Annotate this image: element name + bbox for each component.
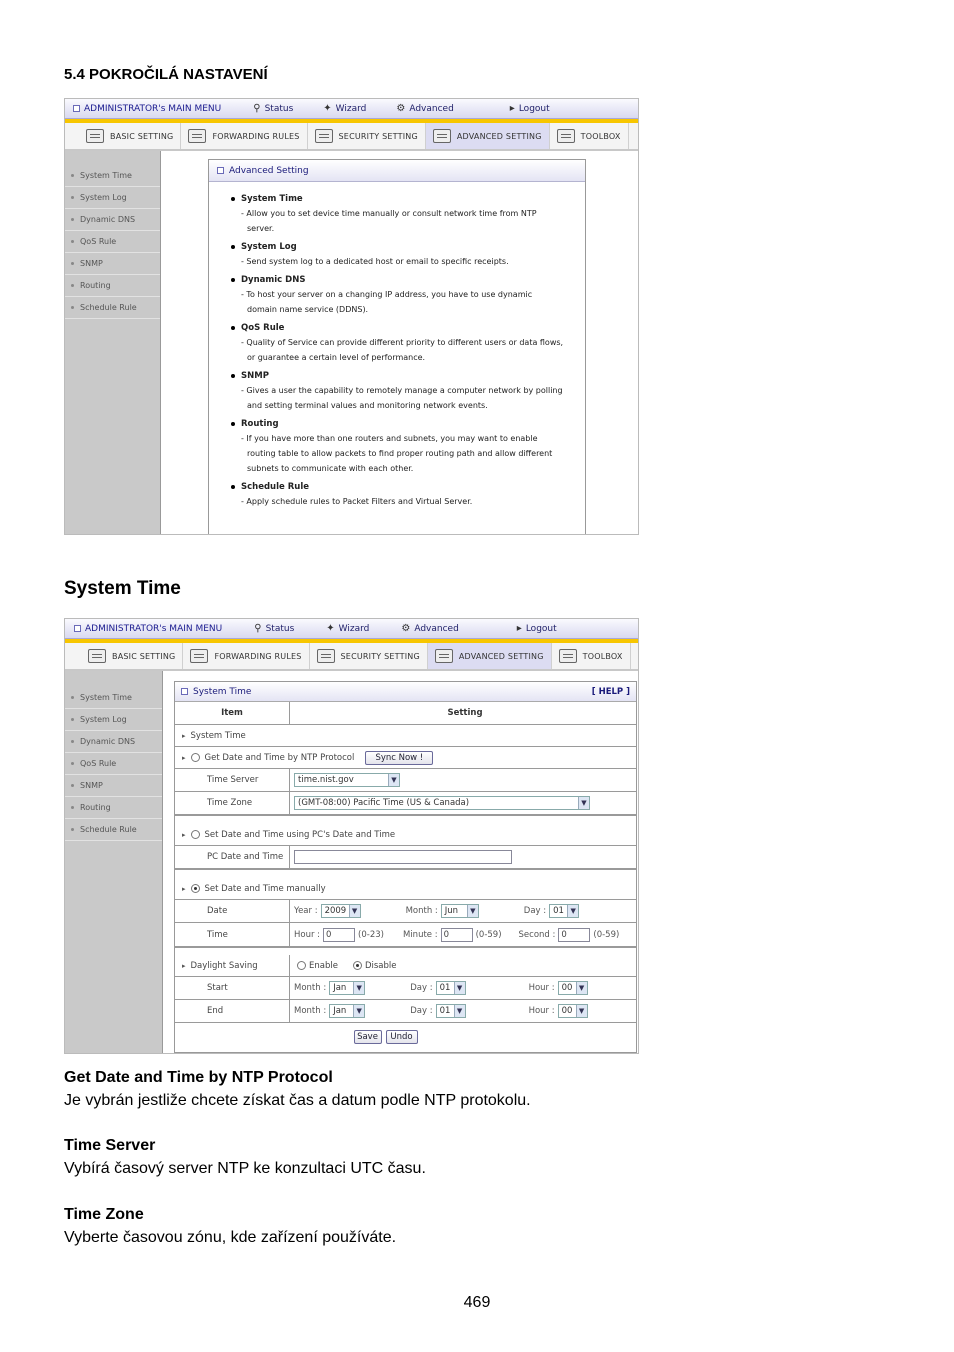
logout-label: Logout — [525, 623, 557, 634]
sidebar-item-label: Dynamic DNS — [80, 215, 136, 224]
section-heading: 5.4 POKROČILÁ NASTAVENÍ — [64, 66, 268, 83]
status-icon: ⚲ — [254, 623, 262, 634]
feature-item — [231, 371, 575, 413]
time-label: Time — [175, 923, 290, 946]
start-day-select[interactable] — [436, 981, 466, 995]
sidebar-item-snmp[interactable] — [65, 253, 160, 275]
wizard-icon: ✦ — [323, 103, 332, 114]
tab-security-setting[interactable] — [308, 123, 426, 149]
panel-header — [209, 160, 585, 182]
feature-item — [231, 323, 575, 365]
feature-description-line: subnets to communicate with each other. — [247, 464, 414, 473]
wizard-link[interactable] — [323, 103, 366, 114]
bullet-icon — [71, 806, 74, 809]
advanced-setting-panel — [208, 159, 586, 535]
table-header-row — [175, 702, 636, 725]
sidebar-item-snmp[interactable] — [65, 775, 162, 797]
feature-description-line: routing table to allow packets to find proper routing path and allow different — [247, 449, 553, 458]
advanced-setting-icon — [433, 129, 451, 143]
pc-time-radio[interactable] — [191, 830, 200, 839]
menu-square-icon — [74, 625, 81, 632]
manual-time-radio[interactable] — [191, 884, 200, 893]
feature-name: SNMP — [231, 371, 575, 381]
sidebar-item-label: SNMP — [80, 781, 103, 790]
second-input[interactable]: 0 — [558, 928, 590, 942]
logout-link[interactable] — [510, 103, 550, 114]
logout-arrow-icon: ▸ — [516, 623, 522, 634]
advanced-setting-icon — [435, 649, 453, 663]
chevron-down-icon: ▼ — [454, 1005, 465, 1017]
dst-disable-radio[interactable] — [353, 961, 362, 970]
item-column-header: Item — [175, 702, 290, 724]
logout-label: Logout — [518, 103, 550, 114]
advanced-label: Advanced — [409, 103, 454, 114]
advanced-feature-list — [231, 194, 575, 515]
arrow-right-icon: ▸ — [182, 830, 186, 839]
wizard-link[interactable] — [326, 623, 369, 634]
top-menu-bar — [65, 619, 638, 639]
dst-start-label: Start — [175, 977, 290, 999]
admin-main-menu-link[interactable] — [73, 104, 221, 114]
time-zone-label: Time Zone — [175, 792, 290, 814]
daylight-saving-label: Daylight Saving — [190, 960, 258, 971]
end-day-value: 01 — [439, 1006, 451, 1016]
bullet-icon — [71, 696, 74, 699]
feature-description — [231, 206, 575, 236]
ntp-option-cell — [175, 751, 636, 765]
description-ntp — [64, 1066, 531, 1112]
chevron-down-icon: ▼ — [576, 982, 587, 994]
admin-label: ADMINISTRATOR's MAIN MENU — [84, 103, 222, 114]
chevron-down-icon: ▼ — [353, 982, 364, 994]
hour-range: (0-23) — [358, 929, 384, 940]
status-icon: ⚲ — [253, 103, 261, 114]
tab-security-setting[interactable] — [310, 643, 428, 669]
feature-name: System Time — [231, 194, 575, 204]
feature-name: Schedule Rule — [231, 482, 575, 492]
forwarding-rules-icon — [190, 649, 208, 663]
arrow-right-icon: ▸ — [182, 731, 186, 740]
sidebar-item-label: System Log — [80, 715, 127, 724]
chevron-down-icon: ▼ — [353, 1005, 364, 1017]
month-select[interactable] — [441, 904, 479, 918]
tab-forwarding-rules[interactable] — [181, 123, 307, 149]
dst-start-row — [175, 977, 636, 1000]
top-menu-bar — [65, 99, 638, 119]
admin-main-menu-link[interactable] — [74, 624, 222, 634]
sidebar-item-routing[interactable] — [65, 275, 160, 297]
panel-square-icon — [217, 167, 224, 174]
tab-basic-setting[interactable] — [81, 643, 183, 669]
description-title: Time Server — [64, 1137, 156, 1154]
feature-description — [231, 383, 575, 413]
feature-description-line: server. — [247, 224, 275, 233]
advanced-setting-screenshot — [64, 98, 639, 535]
tab-bar-accent-stripe — [65, 639, 638, 643]
date-row — [175, 900, 636, 923]
time-server-value: time.nist.gov — [298, 775, 354, 785]
system-time-label-cell — [175, 731, 636, 741]
sidebar-item-system-time[interactable] — [65, 687, 162, 709]
feature-item — [231, 419, 575, 476]
advanced-link[interactable] — [396, 103, 453, 114]
bullet-icon — [71, 262, 74, 265]
feature-description — [231, 287, 575, 317]
description-text: Vybírá časový server NTP ke konzultaci UTC času. — [64, 1160, 426, 1177]
description-time-zone — [64, 1203, 396, 1249]
time-zone-value: (GMT-08:00) Pacific Time (US & Canada) — [298, 798, 470, 808]
sidebar-item-label: System Time — [80, 171, 132, 180]
arrow-right-icon: ▸ — [182, 961, 186, 970]
description-time-server — [64, 1134, 426, 1180]
daylight-saving-cell — [175, 955, 290, 976]
ntp-option-row — [175, 747, 636, 769]
pc-option-cell — [175, 830, 636, 840]
sidebar-item-label: Schedule Rule — [80, 825, 137, 834]
month-value: Jun — [444, 906, 459, 916]
manual-option-label: Set Date and Time manually — [204, 883, 326, 894]
description-text: Vyberte časovou zónu, kde zařízení používáte. — [64, 1229, 397, 1246]
minute-range: (0-59) — [475, 929, 502, 940]
minute-label: Minute : — [402, 929, 438, 940]
tab-toolbox[interactable] — [552, 643, 631, 669]
dst-enable-label: Enable — [309, 960, 338, 971]
year-label: Year : — [294, 906, 318, 916]
end-hour-value: 00 — [561, 1006, 573, 1016]
dst-disable-label: Disable — [364, 960, 397, 971]
bullet-icon — [71, 762, 74, 765]
bullet-icon — [71, 784, 74, 787]
feature-name: QoS Rule — [231, 323, 575, 333]
feature-description — [231, 335, 575, 365]
basic-setting-icon — [86, 129, 104, 143]
undo-button[interactable]: Undo — [386, 1030, 418, 1044]
feature-description-line: - If you have more than one routers and subnets, you may want to enable — [241, 434, 538, 443]
start-day-label: Day : — [410, 983, 433, 993]
start-hour-value: 00 — [561, 983, 573, 993]
system-time-screenshot — [64, 618, 639, 1054]
tab-label: FORWARDING RULES — [214, 651, 302, 661]
status-label: Status — [265, 623, 295, 634]
end-day-select[interactable] — [436, 1004, 466, 1018]
time-server-row — [175, 769, 636, 792]
tab-toolbox[interactable] — [550, 123, 629, 149]
time-zone-row — [175, 792, 636, 816]
day-label: Day : — [523, 906, 547, 916]
tab-advanced-setting[interactable] — [426, 123, 550, 149]
sidebar — [65, 671, 163, 1053]
bullet-icon — [71, 284, 74, 287]
day-value: 01 — [553, 906, 564, 916]
feature-item — [231, 275, 575, 317]
dst-end-row — [175, 1000, 636, 1023]
bullet-icon — [71, 306, 74, 309]
basic-setting-icon — [88, 649, 106, 663]
minute-input[interactable]: 0 — [441, 928, 473, 942]
wizard-label: Wizard — [338, 623, 370, 634]
start-month-select[interactable] — [329, 981, 365, 995]
sidebar-item-label: SNMP — [80, 259, 103, 268]
ntp-radio[interactable] — [191, 753, 200, 762]
end-hour-label: Hour : — [528, 1006, 555, 1016]
arrow-right-icon: ▸ — [182, 884, 186, 893]
security-setting-icon — [317, 649, 335, 663]
feature-name: Routing — [231, 419, 575, 429]
save-button[interactable]: Save — [354, 1030, 382, 1044]
sidebar-item-label: QoS Rule — [80, 759, 117, 768]
menu-square-icon — [73, 105, 80, 112]
feature-description — [231, 254, 575, 269]
toolbox-icon — [557, 129, 575, 143]
tab-label: TOOLBOX — [580, 131, 621, 141]
form-buttons — [175, 1023, 636, 1044]
sidebar-item-schedule-rule[interactable] — [65, 297, 160, 319]
bullet-icon — [71, 196, 74, 199]
admin-label: ADMINISTRATOR's MAIN MENU — [85, 623, 223, 634]
manual-option-row — [175, 878, 636, 900]
system-time-panel — [174, 681, 637, 1053]
tab-advanced-setting[interactable] — [428, 643, 552, 669]
start-day-value: 01 — [439, 983, 451, 993]
start-hour-select[interactable] — [558, 981, 588, 995]
toolbox-icon — [559, 649, 577, 663]
tab-label: ADVANCED SETTING — [458, 651, 544, 661]
chevron-down-icon: ▼ — [576, 1005, 587, 1017]
dst-enable-radio[interactable] — [297, 961, 306, 970]
system-time-heading: System Time — [64, 578, 181, 599]
feature-name: System Log — [231, 242, 575, 252]
setting-column-header: Setting — [447, 708, 483, 718]
second-label: Second : — [518, 929, 556, 940]
feature-description-line: - To host your server on a changing IP address, you have to use dynamic — [241, 290, 533, 299]
feature-description-line: - Apply schedule rules to Packet Filters and Virtual Server. — [241, 497, 473, 506]
feature-description-line: - Quality of Service can provide different priority to different users or data flows, — [241, 338, 564, 347]
year-select[interactable] — [321, 904, 361, 918]
feature-description — [231, 431, 575, 476]
advanced-link[interactable] — [401, 623, 458, 634]
status-link[interactable] — [254, 623, 294, 634]
hour-input[interactable]: 0 — [323, 928, 355, 942]
system-time-label: System Time — [190, 730, 246, 741]
sidebar-item-label: Schedule Rule — [80, 303, 137, 312]
feature-name: Dynamic DNS — [231, 275, 575, 285]
sync-now-button[interactable]: Sync Now ! — [365, 751, 433, 765]
daylight-saving-row — [175, 955, 636, 977]
feature-description-line: - Send system log to a dedicated host or email to specific receipts. — [241, 257, 509, 266]
tab-label: BASIC SETTING — [112, 651, 176, 661]
bullet-icon — [71, 740, 74, 743]
panel-header — [175, 682, 636, 702]
manual-option-cell — [175, 884, 636, 894]
wizard-icon: ✦ — [326, 623, 335, 634]
arrow-right-icon: ▸ — [182, 753, 186, 762]
feature-item — [231, 482, 575, 509]
tab-label: SECURITY SETTING — [338, 131, 418, 141]
panel-square-icon — [181, 688, 188, 695]
day-select[interactable] — [549, 904, 579, 918]
description-title: Get Date and Time by NTP Protocol — [64, 1069, 333, 1086]
status-label: Status — [264, 103, 294, 114]
sidebar-item-dynamic-dns[interactable] — [65, 731, 162, 753]
feature-description-line: - Gives a user the capability to remotely manage a computer network by polling — [241, 386, 563, 395]
tab-bar-accent-stripe — [65, 119, 638, 123]
main-tab-bar — [65, 639, 638, 671]
feature-item — [231, 242, 575, 269]
sidebar-item-qos-rule[interactable] — [65, 753, 162, 775]
year-value: 2009 — [324, 906, 347, 916]
sidebar-item-system-log[interactable] — [65, 709, 162, 731]
feature-description-line: or guarantee a certain level of performance. — [247, 353, 426, 362]
bullet-icon — [71, 174, 74, 177]
panel-title: System Time — [193, 686, 252, 697]
page-number: 469 — [463, 1294, 491, 1311]
dst-end-label: End — [175, 1000, 290, 1022]
bullet-icon — [71, 240, 74, 243]
description-title: Time Zone — [64, 1206, 144, 1223]
feature-description — [231, 494, 575, 509]
chevron-down-icon: ▼ — [467, 905, 478, 917]
chevron-down-icon: ▼ — [567, 905, 578, 917]
sidebar-item-schedule-rule[interactable] — [65, 819, 162, 841]
start-month-value: Jan — [333, 983, 347, 993]
feature-description-line: and setting terminal values and monitoring network events. — [247, 401, 488, 410]
time-zone-select[interactable] — [294, 796, 590, 810]
hour-label: Hour : — [294, 929, 321, 940]
sidebar-item-dynamic-dns[interactable] — [65, 209, 160, 231]
month-label: Month : — [405, 906, 438, 916]
tab-forwarding-rules[interactable] — [183, 643, 309, 669]
pc-option-row — [175, 824, 636, 846]
tab-label: TOOLBOX — [582, 651, 623, 661]
status-link[interactable] — [253, 103, 293, 114]
chevron-down-icon: ▼ — [578, 797, 589, 809]
pc-date-label: PC Date and Time — [175, 846, 290, 868]
wizard-label: Wizard — [335, 103, 367, 114]
tab-label: ADVANCED SETTING — [456, 131, 542, 141]
time-server-select[interactable] — [294, 773, 400, 787]
security-setting-icon — [315, 129, 333, 143]
advanced-icon: ⚙ — [396, 103, 406, 114]
sidebar-item-label: Routing — [80, 803, 111, 812]
bullet-icon — [71, 218, 74, 221]
pc-date-field — [294, 850, 512, 864]
time-row — [175, 923, 636, 948]
sidebar-item-label: QoS Rule — [80, 237, 117, 246]
tab-label: BASIC SETTING — [110, 131, 174, 141]
advanced-label: Advanced — [414, 623, 459, 634]
sidebar — [65, 151, 161, 534]
second-range: (0-59) — [593, 929, 620, 940]
chevron-down-icon: ▼ — [388, 774, 399, 786]
forwarding-rules-icon — [188, 129, 206, 143]
system-time-row — [175, 725, 636, 747]
end-hour-select[interactable] — [558, 1004, 588, 1018]
start-hour-label: Hour : — [528, 983, 555, 993]
sidebar-item-system-log[interactable] — [65, 187, 160, 209]
start-month-label: Month : — [294, 983, 327, 993]
description-text: Je vybrán jestliže chcete získat čas a datum podle NTP protokolu. — [64, 1092, 531, 1109]
ntp-option-label: Get Date and Time by NTP Protocol — [204, 752, 355, 763]
sidebar-item-system-time[interactable] — [65, 165, 160, 187]
pc-option-label: Set Date and Time using PC's Date and Time — [204, 829, 396, 840]
advanced-icon: ⚙ — [401, 623, 411, 634]
sidebar-item-label: System Time — [80, 693, 132, 702]
feature-item — [231, 194, 575, 236]
chevron-down-icon: ▼ — [454, 982, 465, 994]
sidebar-item-qos-rule[interactable] — [65, 231, 160, 253]
time-server-label: Time Server — [175, 769, 290, 791]
bullet-icon — [71, 828, 74, 831]
tab-label: SECURITY SETTING — [340, 651, 420, 661]
sidebar-item-routing[interactable] — [65, 797, 162, 819]
logout-arrow-icon: ▸ — [509, 103, 515, 114]
end-day-label: Day : — [410, 1006, 433, 1016]
date-label: Date — [175, 900, 290, 922]
bullet-icon — [71, 718, 74, 721]
sidebar-item-label: System Log — [80, 193, 127, 202]
pc-date-row — [175, 846, 636, 870]
end-month-value: Jan — [333, 1006, 347, 1016]
panel-title: Advanced Setting — [229, 165, 309, 176]
sidebar-item-label: Dynamic DNS — [80, 737, 136, 746]
logout-link[interactable] — [517, 623, 557, 634]
chevron-down-icon: ▼ — [349, 905, 360, 917]
feature-description-line: domain name service (DDNS). — [247, 305, 369, 314]
end-month-label: Month : — [294, 1006, 327, 1016]
end-month-select[interactable] — [329, 1004, 365, 1018]
main-tab-bar — [65, 119, 638, 151]
sidebar-item-label: Routing — [80, 281, 111, 290]
feature-description-line: - Allow you to set device time manually or consult network time from NTP — [241, 209, 537, 218]
tab-basic-setting[interactable] — [79, 123, 181, 149]
help-link[interactable]: [ HELP ] — [591, 686, 630, 697]
tab-label: FORWARDING RULES — [212, 131, 300, 141]
